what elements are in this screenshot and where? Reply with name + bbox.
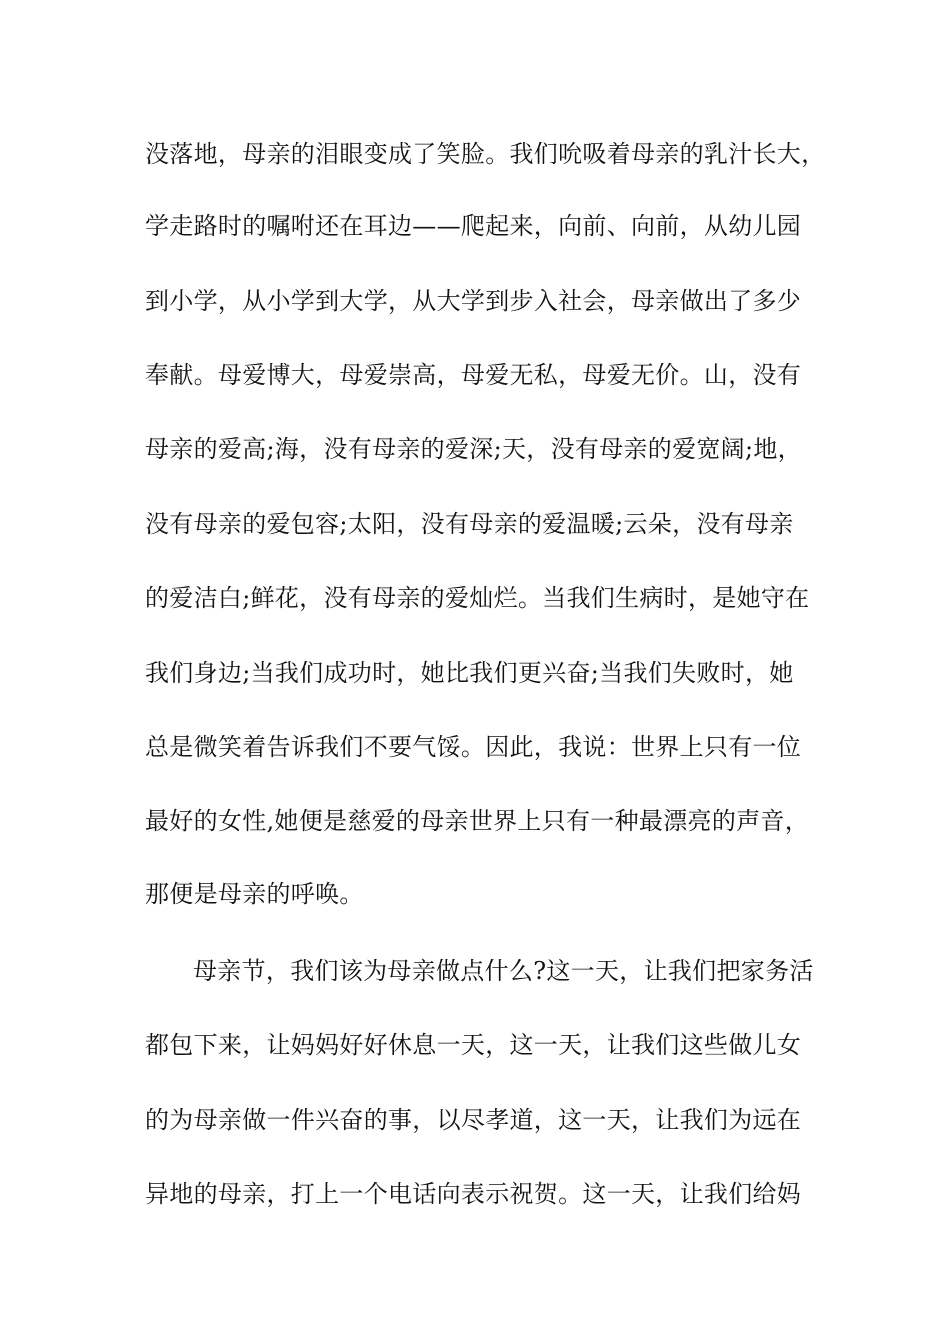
text-line-13: 都包下来，让妈妈好好休息一天，这一天，让我们这些做儿女	[145, 1031, 802, 1059]
text-line-10: 最好的女性,她便是慈爱的母亲世界上只有一种最漂亮的声音，	[145, 807, 810, 835]
text-line-2: 学走路时的嘱咐还在耳边——爬起来，向前、向前，从幼儿园	[145, 212, 802, 240]
text-line-5: 母亲的爱高;海，没有母亲的爱深;天，没有母亲的爱宽阔;地，	[145, 435, 802, 463]
text-line-6: 没有母亲的爱包容;太阳，没有母亲的爱温暖;云朵，没有母亲	[145, 510, 794, 538]
text-line-14: 的为母亲做一件兴奋的事，以尽孝道，这一天，让我们为远在	[145, 1106, 802, 1134]
text-line-1: 没落地，母亲的泪眼变成了笑脸。我们吮吸着母亲的乳汁长大，	[145, 140, 826, 168]
text-line-11: 那便是母亲的呼唤。	[145, 880, 364, 908]
text-line-15: 异地的母亲，打上一个电话向表示祝贺。这一天，让我们给妈	[145, 1180, 802, 1208]
text-line-12: 母亲节，我们该为母亲做点什么?这一天，让我们把家务活	[193, 957, 814, 985]
text-line-4: 奉献。母爱博大，母爱崇高，母爱无私，母爱无价。山，没有	[145, 361, 802, 389]
text-line-9: 总是微笑着告诉我们不要气馁。因此，我说：世界上只有一位	[145, 733, 802, 761]
text-line-8: 我们身边;当我们成功时，她比我们更兴奋;当我们失败时，她	[145, 659, 794, 687]
text-line-3: 到小学，从小学到大学，从大学到步入社会，母亲做出了多少	[145, 287, 802, 315]
text-line-7: 的爱洁白;鲜花，没有母亲的爱灿烂。当我们生病时，是她守在	[145, 584, 810, 612]
